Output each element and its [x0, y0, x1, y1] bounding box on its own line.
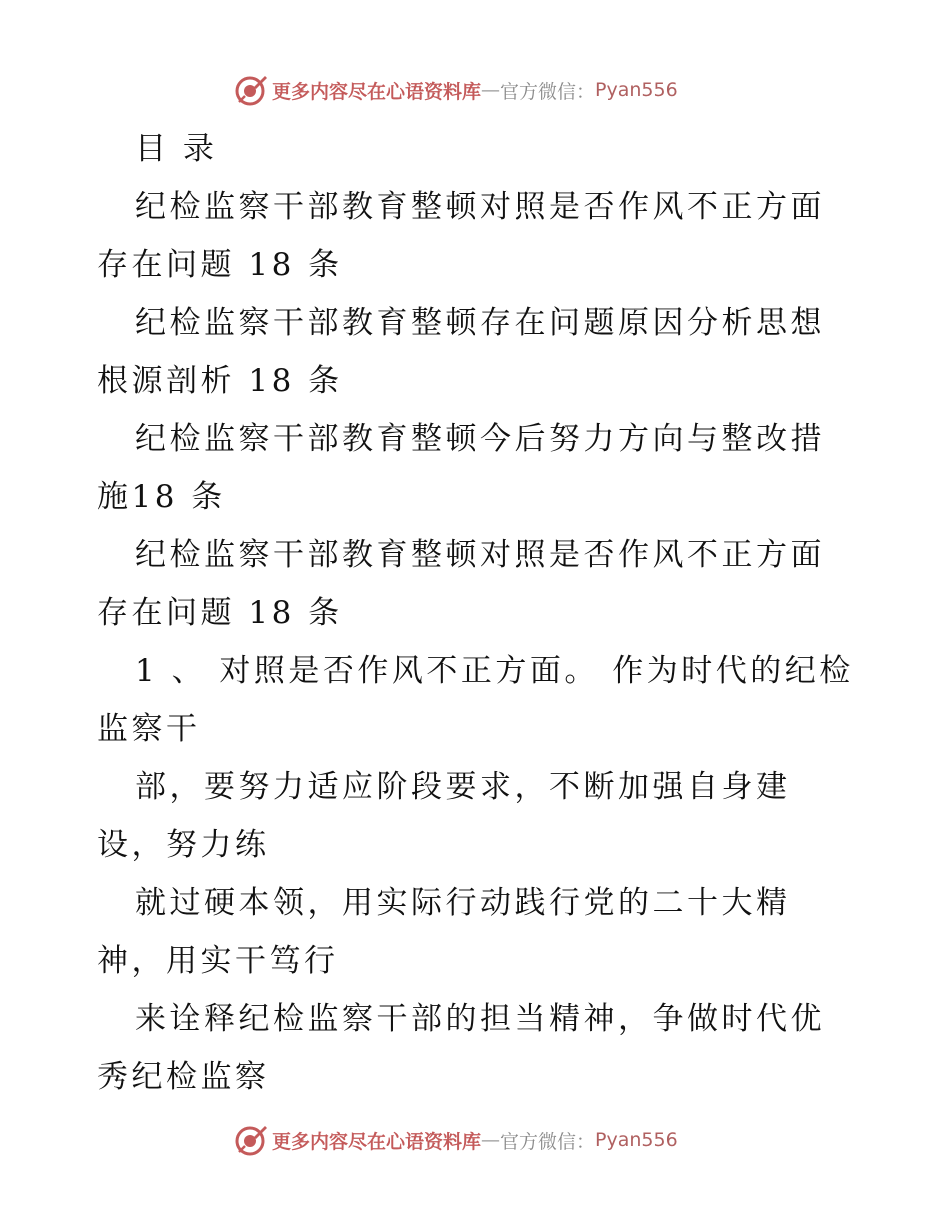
- watermark-brand-text: 更多内容尽在心语资料库: [272, 1130, 482, 1153]
- header-watermark: [234, 70, 714, 110]
- footer-watermark: [234, 1120, 714, 1160]
- body-paragraph: 1 、 对照是否作风不正方面。 作为时代的纪检监察干: [97, 653, 854, 747]
- watermark-wechat-id: Pyan556: [595, 79, 678, 101]
- document-body: [97, 120, 857, 1106]
- body-paragraph: 来诠释纪检监察干部的担当精神，争做时代优秀纪检监察: [97, 1001, 825, 1095]
- pen-logo-icon: [234, 73, 268, 107]
- body-paragraph: 部，要努力适应阶段要求，不断加强自身建设，努力练: [97, 769, 791, 863]
- watermark-separator: —: [481, 1129, 501, 1151]
- toc-entry-3: 纪检监察干部教育整顿今后努力方向与整改措施18 条: [97, 421, 825, 515]
- pen-logo-icon: [234, 1123, 268, 1157]
- watermark-wechat-id: Pyan556: [595, 1129, 678, 1151]
- toc-title: 目 录: [135, 131, 218, 167]
- watermark-separator: —: [481, 79, 501, 101]
- watermark-wechat-label: 官方微信：: [500, 1130, 596, 1153]
- watermark-brand-text: 更多内容尽在心语资料库: [272, 80, 482, 103]
- watermark-wechat-label: 官方微信：: [500, 80, 596, 103]
- toc-entry-1: 纪检监察干部教育整顿对照是否作风不正方面存在问题 18 条: [97, 189, 825, 283]
- body-paragraph: 就过硬本领，用实际行动践行党的二十大精神，用实干笃行: [97, 885, 791, 979]
- toc-entry-2: 纪检监察干部教育整顿存在问题原因分析思想根源剖析 18 条: [97, 305, 825, 399]
- section-heading: 纪检监察干部教育整顿对照是否作风不正方面存在问题 18 条: [97, 537, 825, 631]
